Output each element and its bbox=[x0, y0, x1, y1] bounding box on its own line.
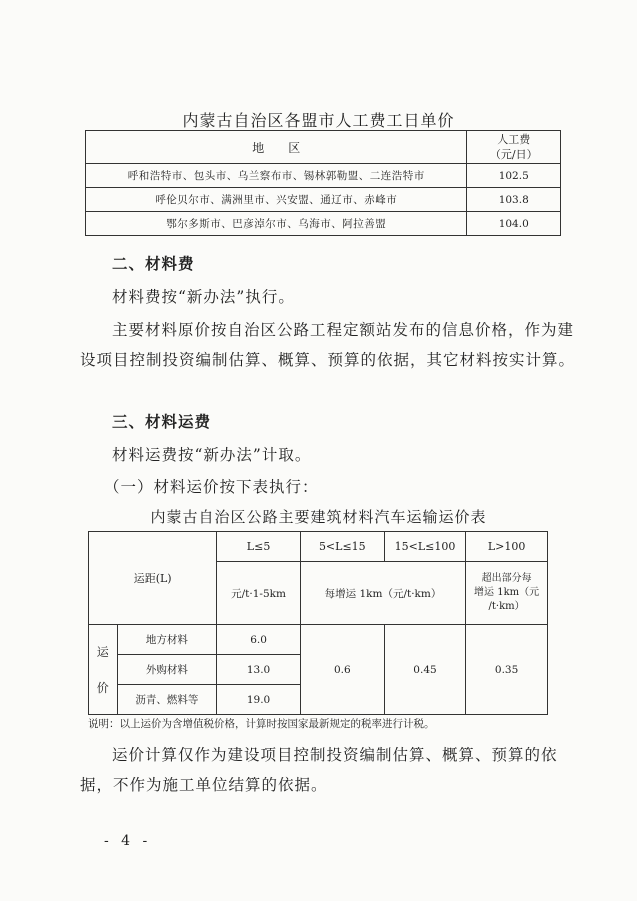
price-label-char2: 价 bbox=[96, 680, 109, 695]
material-name: 地方材料 bbox=[117, 625, 217, 655]
section2-heading: 二、材料费 bbox=[112, 254, 195, 273]
cost-cell: 102.5 bbox=[467, 164, 561, 188]
price-label bbox=[89, 625, 118, 715]
col-header-2: 5<L≤15 bbox=[300, 532, 384, 562]
section2-paragraph1: 材料费按“新办法”执行。 bbox=[112, 288, 295, 306]
header-cost-line2: （元/日） bbox=[489, 148, 538, 161]
material-name: 外购材料 bbox=[117, 655, 217, 685]
table-row bbox=[86, 188, 561, 212]
section3-paragraph2: （一）材料运价按下表执行： bbox=[104, 478, 319, 496]
table-header-row bbox=[89, 532, 548, 562]
header-region: 地 区 bbox=[86, 131, 467, 164]
header-cost-line1: 人工费 bbox=[497, 133, 531, 146]
table-header-row bbox=[86, 131, 561, 164]
freight-table-title: 内蒙古自治区公路主要建筑材料汽车运输运价表 bbox=[150, 508, 487, 526]
rate-15-100: 0.45 bbox=[384, 625, 465, 715]
unit-cell-2: 每增运 1km（元/t·km） bbox=[300, 562, 465, 625]
labor-table-title: 内蒙古自治区各盟市人工费工日单价 bbox=[182, 111, 455, 130]
col-header-1: L≤5 bbox=[217, 532, 301, 562]
cost-cell: 104.0 bbox=[467, 212, 561, 236]
page-number: - 4 - bbox=[104, 833, 152, 849]
unit3-line3: /t·km） bbox=[488, 601, 525, 612]
unit3-line1: 超出部分每 bbox=[481, 573, 532, 584]
unit-cell-1: 元/t·1-5km bbox=[217, 562, 301, 625]
freight-table bbox=[88, 531, 548, 715]
unit-cell-3 bbox=[466, 562, 548, 625]
price-label-char1: 运 bbox=[96, 644, 109, 659]
table-row bbox=[86, 212, 561, 236]
col-header-3: 15<L≤100 bbox=[384, 532, 465, 562]
table-row bbox=[89, 625, 548, 655]
base-price: 13.0 bbox=[217, 655, 301, 685]
region-cell: 呼和浩特市、包头市、乌兰察布市、锡林郭勒盟、二连浩特市 bbox=[86, 164, 467, 188]
labor-cost-table bbox=[85, 130, 561, 236]
table-note: 说明：以上运价为含增值税价格，计算时按国家最新规定的税率进行计税。 bbox=[88, 718, 435, 730]
material-name: 沥青、燃料等 bbox=[117, 685, 217, 715]
section2-paragraph2: 主要材料原价按自治区公路工程定额站发布的信息价格，作为建设项目控制投资编制估算、概算、预算的依据，其它材料按实计算。 bbox=[80, 321, 576, 369]
rate-5-15: 0.6 bbox=[300, 625, 384, 715]
table-row bbox=[86, 164, 561, 188]
base-price: 19.0 bbox=[217, 685, 301, 715]
closing-paragraph: 运价计算仅作为建设项目控制投资编制估算、概算、预算的依据，不作为施工单位结算的依据。 bbox=[80, 746, 558, 794]
section3-paragraph1: 材料运费按“新办法”计取。 bbox=[112, 446, 312, 464]
rate-over-100: 0.35 bbox=[466, 625, 548, 715]
header-cost bbox=[467, 131, 561, 164]
unit3-line2: 增运 1km（元 bbox=[474, 587, 540, 598]
region-cell: 鄂尔多斯市、巴彦淖尔市、乌海市、阿拉善盟 bbox=[86, 212, 467, 236]
cost-cell: 103.8 bbox=[467, 188, 561, 212]
section3-heading: 三、材料运费 bbox=[112, 412, 212, 431]
base-price: 6.0 bbox=[217, 625, 301, 655]
distance-label: 运距(L) bbox=[89, 532, 217, 625]
col-header-4: L>100 bbox=[466, 532, 548, 562]
region-cell: 呼伦贝尔市、满洲里市、兴安盟、通辽市、赤峰市 bbox=[86, 188, 467, 212]
